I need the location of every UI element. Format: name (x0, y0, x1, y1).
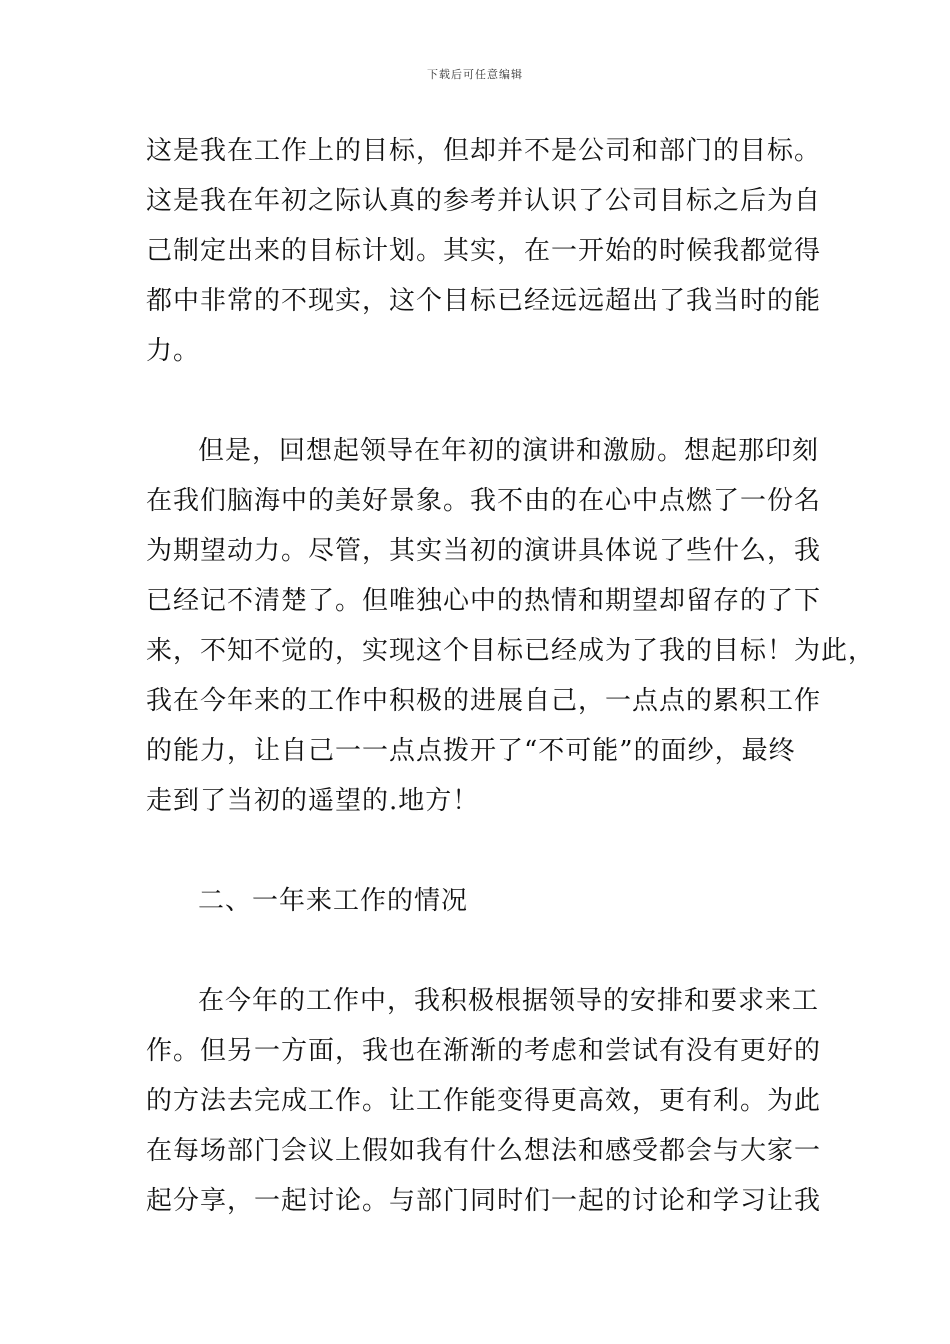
paragraph-line: 在我们脑海中的美好景象。我不由的在心中点燃了一份名 (146, 486, 822, 516)
paragraph-line: 的方法去完成工作。让工作能变得更高效，更有利。为此 (146, 1086, 822, 1116)
paragraph-spacer (146, 826, 826, 876)
paragraph-line: 已经记不清楚了。但唯独心中的热情和期望却留存的了下 (146, 586, 822, 616)
paragraph-line: 起分享，一起讨论。与部门同时们一起的讨论和学习让我 (146, 1186, 822, 1216)
paragraph-line: 来，不知不觉的，实现这个目标已经成为了我的目标！为此， (146, 636, 876, 666)
paragraph-2 (146, 426, 876, 826)
paragraph-line: 这是我在年初之际认真的参考并认识了公司目标之后为自 (146, 186, 822, 216)
paragraph-line: 为期望动力。尽管，其实当初的演讲具体说了些什么，我 (146, 536, 822, 566)
paragraph-spacer (146, 376, 826, 426)
paragraph-line: 但是，回想起领导在年初的演讲和激励。想起那印刻 (198, 436, 820, 466)
paragraph-line: 在今年的工作中，我积极根据领导的安排和要求来工 (198, 986, 820, 1016)
paragraph-line: 的能力，让自己一一点点拨开了“不可能”的面纱，最终 (146, 736, 796, 766)
paragraph-line: 走到了当初的遥望的.地方！ (146, 786, 480, 816)
document-body (146, 126, 876, 1226)
section-heading: 二、一年来工作的情况 (198, 886, 469, 916)
paragraph-line: 作。但另一方面，我也在渐渐的考虑和尝试有没有更好的 (146, 1036, 822, 1066)
page-header: 下载后可任意编辑 (427, 68, 523, 81)
paragraph-3 (146, 976, 826, 1226)
paragraph-line: 己制定出来的目标计划。其实，在一开始的时候我都觉得 (146, 236, 822, 266)
paragraph-1 (146, 126, 826, 376)
paragraph-line: 我在今年来的工作中积极的进展自己，一点点的累积工作 (146, 686, 822, 716)
paragraph-line: 都中非常的不现实，这个目标已经远远超出了我当时的能 (146, 286, 822, 316)
paragraph-spacer (146, 926, 826, 976)
paragraph-line: 在每场部门会议上假如我有什么想法和感受都会与大家一 (146, 1136, 822, 1166)
paragraph-line: 这是我在工作上的目标，但却并不是公司和部门的目标。 (146, 136, 822, 166)
paragraph-line: 力。 (146, 336, 201, 366)
